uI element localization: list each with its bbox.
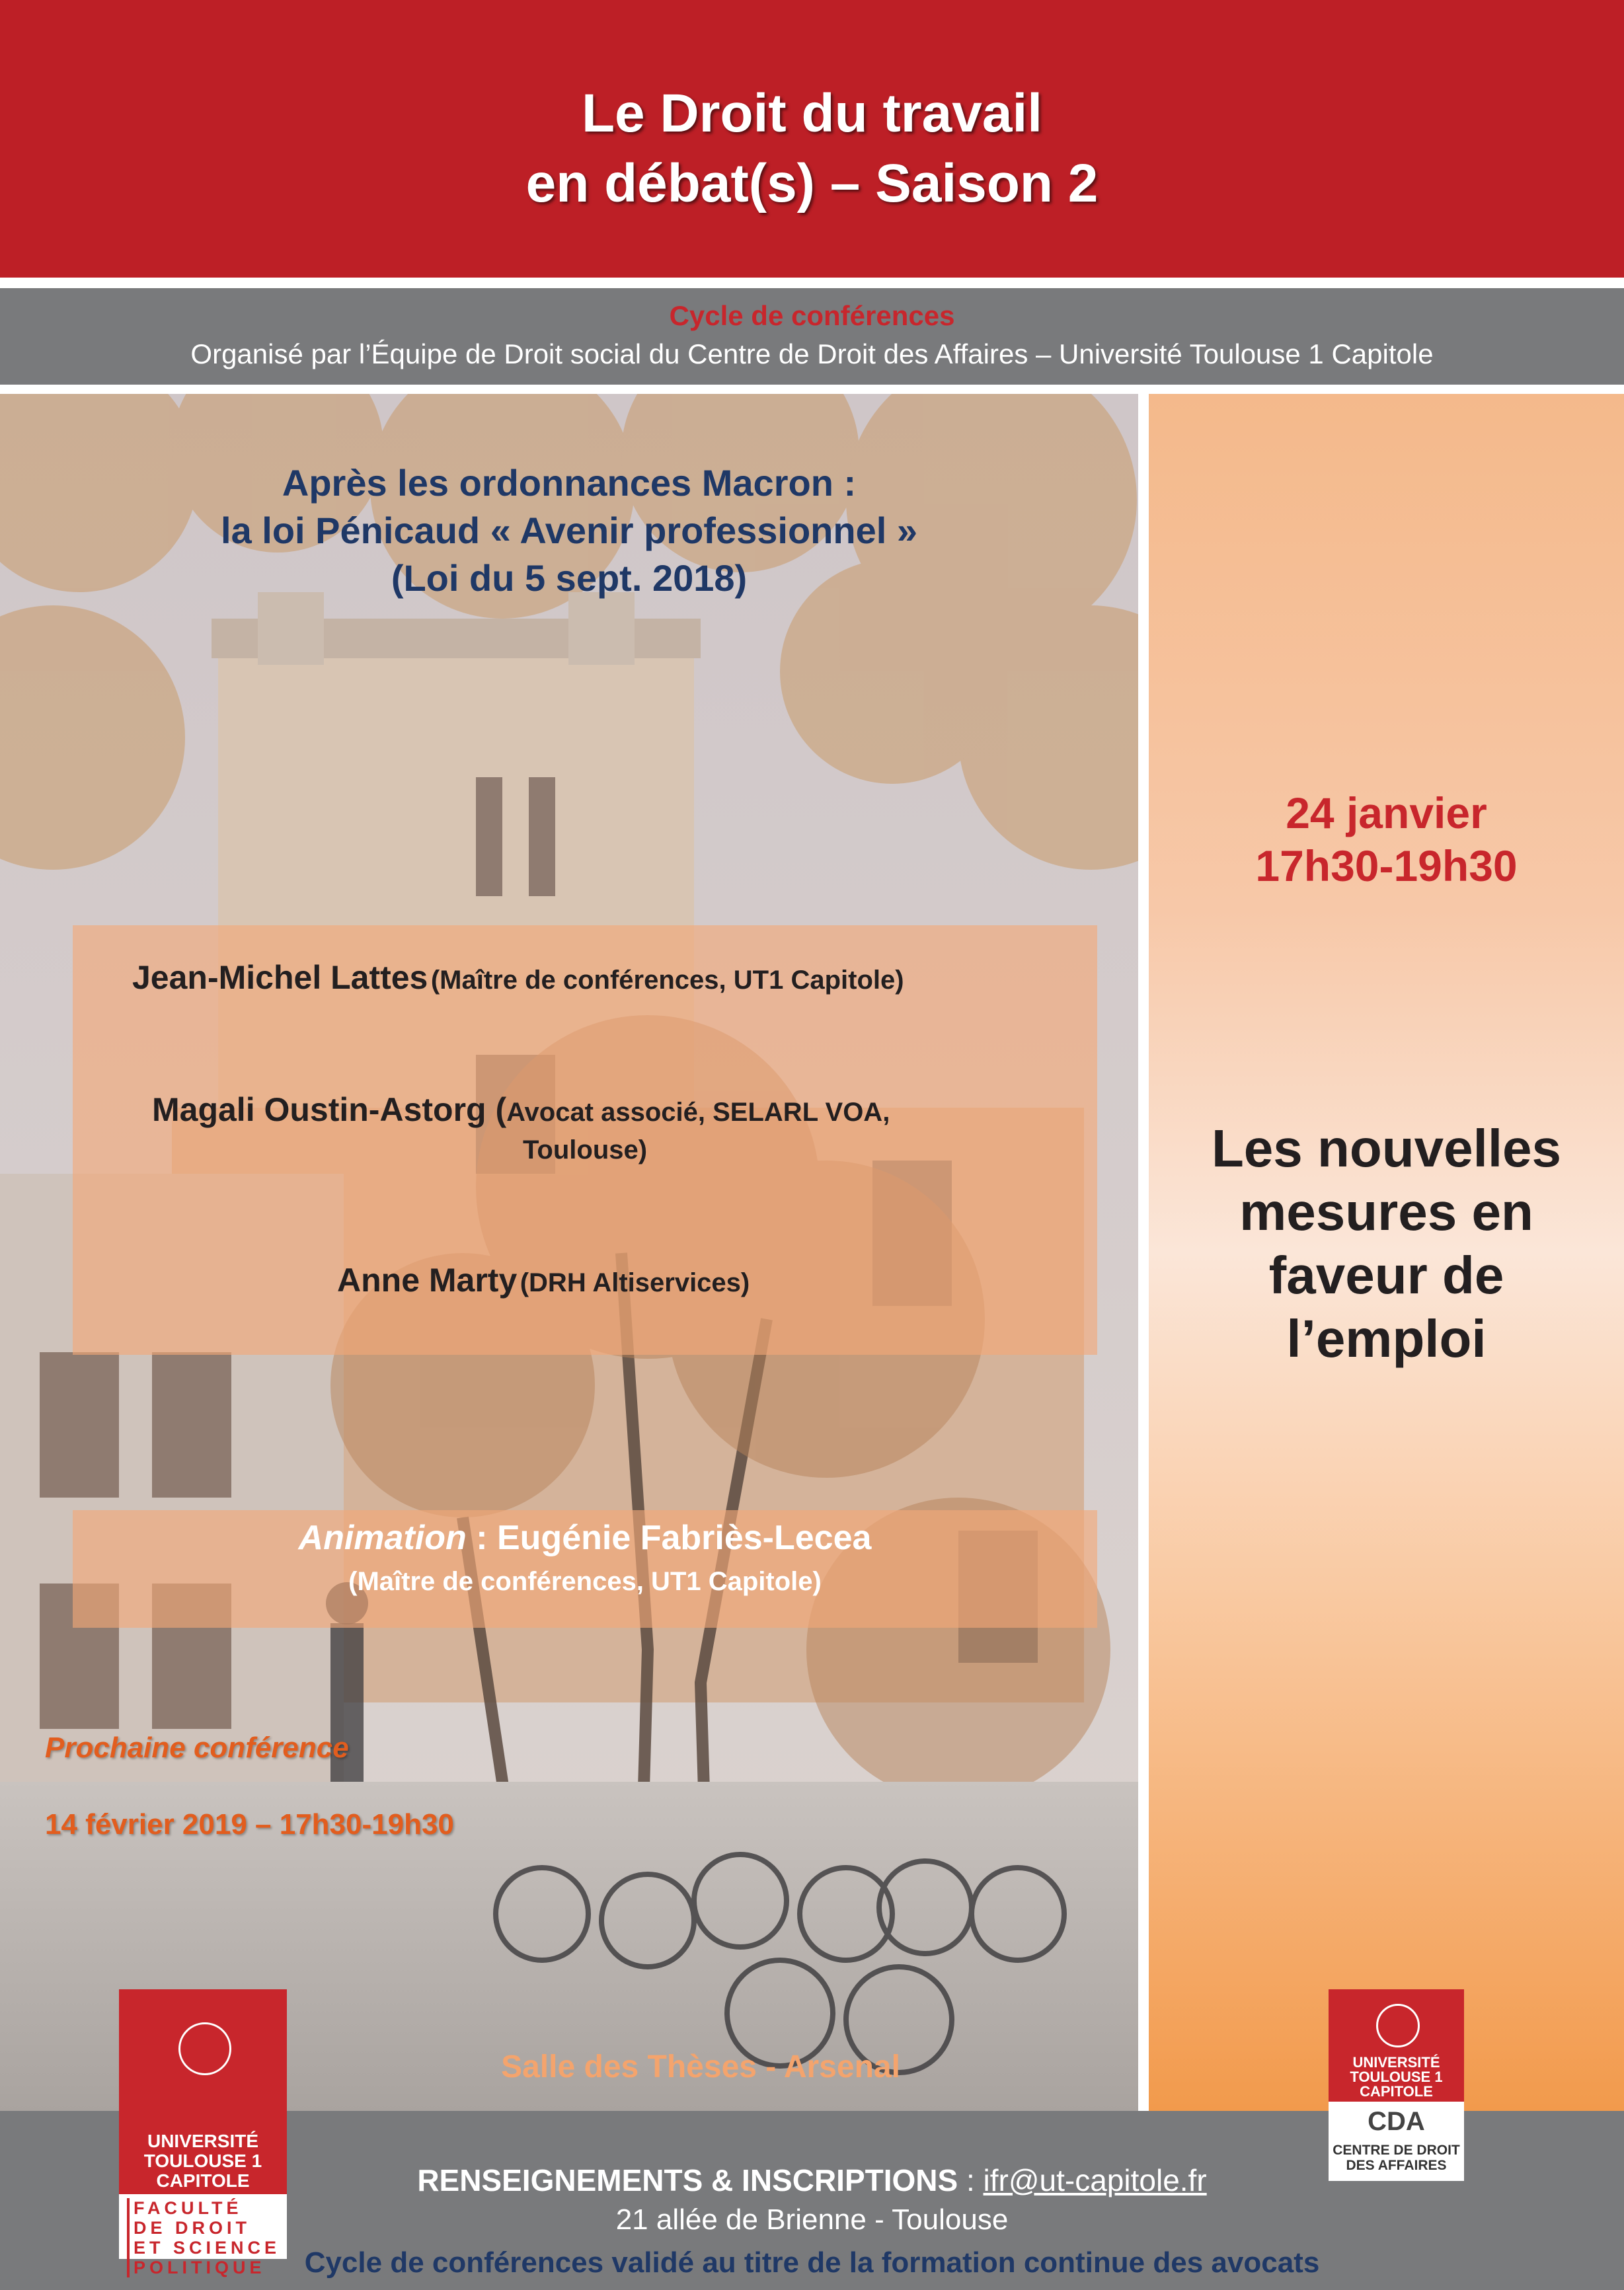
speaker-name: Anne Marty bbox=[337, 1262, 518, 1299]
subject-line1: Après les ordonnances Macron : bbox=[282, 462, 857, 504]
speaker-3 bbox=[337, 1261, 750, 1299]
next-conference-label: Prochaine conférence bbox=[45, 1732, 349, 1764]
contact-line: RENSEIGNEMENTS & INSCRIPTIONS : ifr@ut-capitole.fr bbox=[417, 2163, 1207, 2197]
next-conference-date: 14 février 2019 – 17h30-19h30 bbox=[45, 1808, 454, 1841]
topic-line: mesures en bbox=[1239, 1182, 1533, 1241]
contact-label: RENSEIGNEMENTS & INSCRIPTIONS bbox=[417, 2163, 958, 2197]
moderator-name: Eugénie Fabriès-Lecea bbox=[496, 1519, 872, 1557]
topic-line: faveur de bbox=[1268, 1246, 1504, 1305]
seal-icon bbox=[1376, 2004, 1420, 2047]
subject-line3: (Loi du 5 sept. 2018) bbox=[391, 557, 748, 599]
poster-title-line2: en débat(s) – Saison 2 bbox=[525, 153, 1099, 213]
speaker-role-cont: Toulouse) bbox=[522, 1135, 648, 1164]
moderator-label: Animation bbox=[298, 1519, 467, 1557]
speaker-1 bbox=[132, 958, 904, 997]
venue: Salle des Thèses - Arsenal bbox=[501, 2049, 900, 2084]
cda-logo: UNIVERSITÉ TOULOUSE 1 CAPITOLE CDA CENTRE DE DROIT DES AFFAIRES bbox=[1329, 1989, 1464, 2181]
event-datetime bbox=[1149, 786, 1624, 892]
event-time: 17h30-19h30 bbox=[1255, 841, 1518, 890]
topic-line: Les nouvelles bbox=[1211, 1119, 1562, 1178]
event-topic bbox=[1149, 1117, 1624, 1371]
moderator-role: (Maître de conférences, UT1 Capitole) bbox=[348, 1567, 822, 1596]
speaker-name: Magali Oustin-Astorg ( bbox=[152, 1091, 507, 1128]
speakers-panel bbox=[73, 925, 1097, 1355]
address: 21 allée de Brienne - Toulouse bbox=[615, 2203, 1009, 2236]
cda-mark: CDA bbox=[1368, 2107, 1425, 2136]
speaker-role: Avocat associé, SELARL VOA, bbox=[506, 1098, 890, 1127]
divider bbox=[0, 278, 1624, 288]
speaker-role: (Maître de conférences, UT1 Capitole) bbox=[430, 966, 904, 995]
ut1-faculty-logo: UNIVERSITÉ TOULOUSE 1 CAPITOLE FACULTÉ DE DROIT ET SCIENCE POLITIQUE bbox=[119, 1989, 287, 2259]
event-date: 24 janvier bbox=[1286, 788, 1487, 837]
email-link[interactable]: ifr@ut-capitole.fr bbox=[983, 2163, 1207, 2197]
moderator-panel bbox=[73, 1510, 1097, 1628]
seal-icon bbox=[178, 2022, 231, 2075]
subject-line2: la loi Pénicaud « Avenir professionnel » bbox=[221, 510, 917, 551]
speaker-role: (DRH Altiservices) bbox=[520, 1268, 750, 1297]
header-banner bbox=[0, 0, 1624, 278]
speaker-name: Jean-Michel Lattes bbox=[132, 959, 428, 996]
poster-title-line1: Le Droit du travail bbox=[581, 83, 1043, 143]
cycle-label: Cycle de conférences bbox=[669, 300, 955, 331]
accreditation-note: Cycle de conférences validé au titre de la formation continue des avocats bbox=[304, 2246, 1320, 2279]
speaker-2 bbox=[152, 1090, 890, 1129]
moderator-line: Animation : Eugénie Fabriès-Lecea bbox=[298, 1519, 872, 1557]
organizer-text: Organisé par l’Équipe de Droit social du Centre de Droit des Affaires – Université Toulouse 1 Capitole bbox=[190, 338, 1434, 369]
topic-line: l’emploi bbox=[1286, 1309, 1487, 1368]
organizer-band bbox=[0, 288, 1624, 385]
